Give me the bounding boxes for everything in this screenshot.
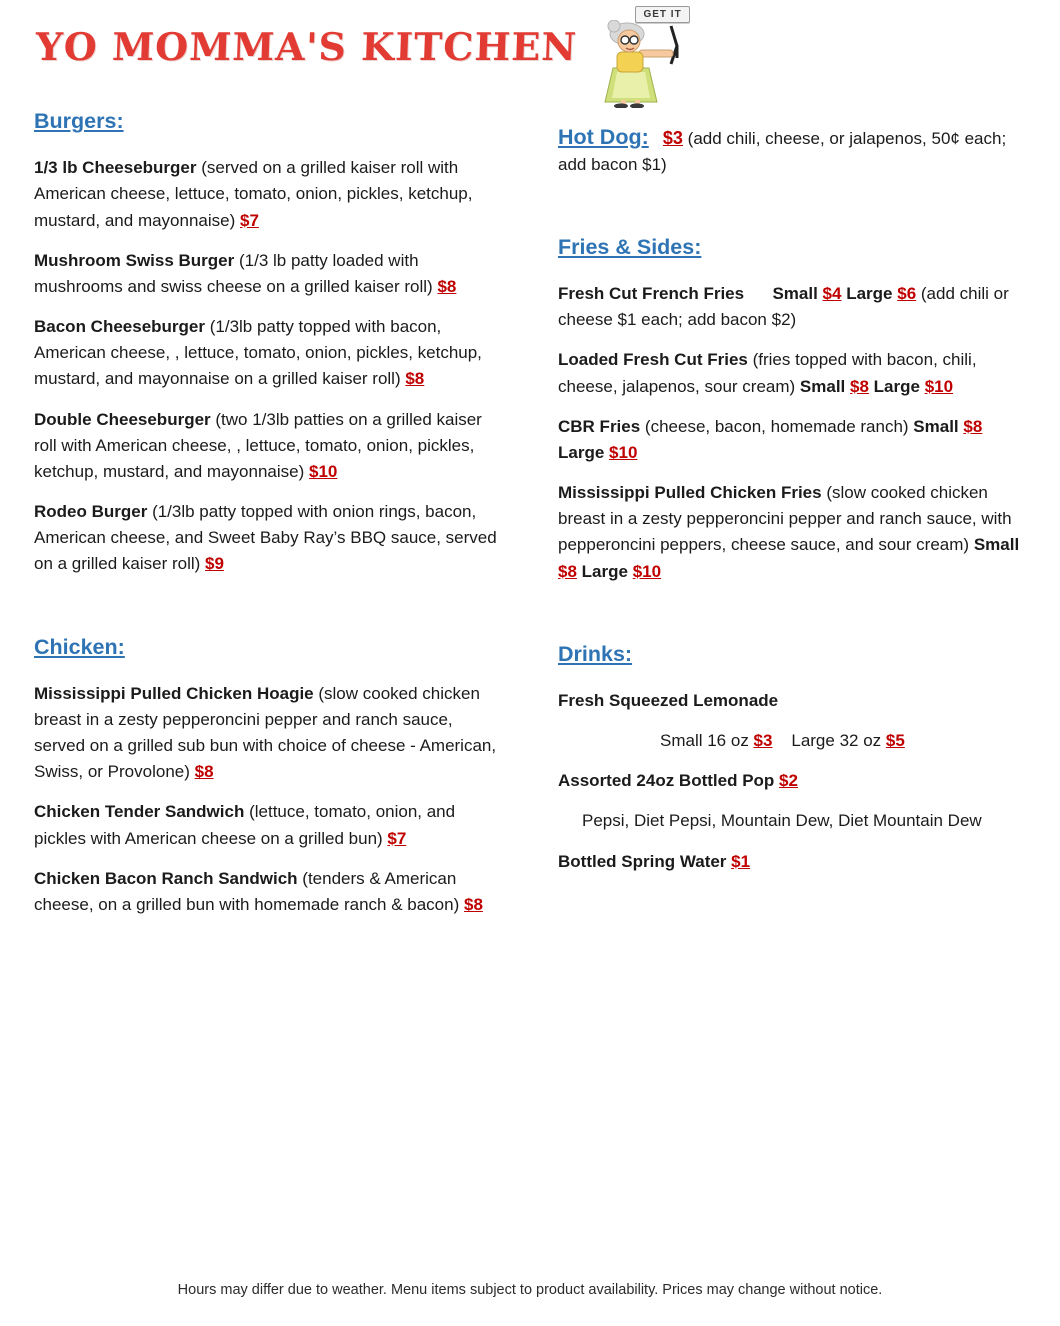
- section-heading-line: [34, 632, 502, 663]
- text-segment: Large: [873, 376, 925, 396]
- menu-item: [34, 155, 502, 234]
- text-segment: Bacon Cheeseburger: [34, 317, 210, 337]
- menu-column-right: [558, 106, 1026, 932]
- menu-content: [34, 106, 1026, 932]
- menu-column-left: [34, 106, 502, 932]
- price-value: $8: [405, 369, 425, 389]
- text-segment: (cheese, bacon, homemade ranch): [644, 416, 914, 436]
- price-value: $10: [924, 376, 954, 396]
- text-segment: Assorted 24oz Bottled Pop: [558, 771, 780, 791]
- text-segment: Bottled Spring Water: [558, 851, 732, 871]
- menu-item: [34, 314, 502, 393]
- text-segment: CBR Fries: [558, 416, 645, 436]
- price-value: $10: [308, 461, 338, 481]
- text-segment: Fresh Cut French Fries: [558, 283, 745, 303]
- text-segment: Mushroom Swiss Burger: [34, 250, 239, 270]
- section-heading-line: [34, 106, 502, 137]
- text-segment: (add chili or cheese $1 each; add bacon $2): [558, 283, 1014, 330]
- text-segment: (tenders & American cheese, on a grilled bun with homemade ranch & bacon): [34, 868, 464, 914]
- text-segment: 1/3 lb Cheeseburger: [34, 158, 202, 178]
- price-value: $8: [437, 276, 457, 296]
- menu-item: [34, 248, 502, 300]
- price-value: $8: [963, 416, 983, 436]
- text-segment: Pepsi, Diet Pepsi, Mountain Dew, Diet Mountain Dew: [582, 811, 982, 831]
- text-segment: Mississippi Pulled Chicken Fries: [558, 483, 827, 503]
- menu-item: [34, 866, 502, 918]
- text-segment: Small: [973, 535, 1024, 555]
- text-segment: Large: [581, 561, 633, 581]
- menu-item: [34, 799, 502, 851]
- section-heading-line: [558, 639, 1026, 670]
- text-segment: (1/3lb patty topped with onion rings, bacon, American cheese, and Sweet Baby Ray’s BBQ sauce, served on a grilled kaiser roll): [34, 502, 502, 574]
- text-segment: (two 1/3lb patties on a grilled kaiser roll with American cheese, , lettuce, tomato, onion, pickles, ketchup, mustard, and mayonnaise): [34, 409, 487, 481]
- text-segment: Fresh Squeezed Lemonade: [558, 690, 779, 710]
- price-value: $9: [205, 554, 224, 574]
- granny-cartoon-icon: [587, 20, 691, 108]
- section-heading-fries-sides: Fries & Sides:: [558, 234, 702, 259]
- text-segment: [649, 129, 663, 148]
- price-value: $7: [240, 210, 259, 230]
- price-value: $8: [558, 561, 577, 581]
- text-segment: Small: [799, 376, 850, 396]
- footer-note: Hours may differ due to weather. Menu items subject to product availability. Prices may change without notice.: [177, 1282, 883, 1298]
- section-heading-burgers: Burgers:: [34, 109, 124, 133]
- text-segment: Chicken Bacon Ranch Sandwich: [34, 868, 303, 888]
- text-segment: (slow cooked chicken breast in a zesty pepperoncini pepper and ranch sauce, with pepperoncini peppers, cheese sauce, and sour cream): [558, 483, 1017, 555]
- section-heading-drinks: Drinks:: [558, 641, 633, 666]
- text-segment: Large 32 oz: [772, 731, 886, 751]
- text-segment: Small: [913, 416, 964, 436]
- section-heading-hot-dog: Hot Dog:: [558, 125, 649, 149]
- text-segment: (fries topped with bacon, chili, cheese, jalapenos, sour cream): [558, 350, 982, 396]
- text-segment: Double Cheeseburger: [34, 409, 216, 429]
- price-value: $7: [387, 828, 407, 848]
- price-value: $3: [753, 731, 773, 751]
- menu-item: [558, 347, 1026, 399]
- menu-item: [558, 281, 1026, 333]
- menu-item: [558, 480, 1026, 585]
- logo-title: YO MOMMA'S KITCHEN: [34, 24, 578, 69]
- price-value: $8: [194, 762, 214, 782]
- get-it-badge: GET IT: [635, 6, 689, 23]
- menu-item: [558, 808, 1026, 834]
- menu-item: [34, 499, 502, 578]
- text-segment: [982, 417, 987, 436]
- menu-item: [558, 768, 1026, 794]
- text-segment: (1/3lb patty topped with bacon, American cheese, , lettuce, tomato, onion, pickles, ketchup, mustard, and mayonnaise on a grilled kaiser roll): [34, 317, 487, 389]
- text-segment: (served on a grilled kaiser roll with American cheese, lettuce, tomato, onion, pickles, ketchup, mustard, and mayonnaise): [34, 158, 478, 230]
- section-chicken: [34, 632, 502, 919]
- menu-item: [34, 407, 502, 486]
- text-segment: [744, 284, 772, 303]
- text-segment: Small 16 oz: [660, 731, 754, 751]
- price-value: $2: [779, 771, 798, 791]
- section-heading-chicken: Chicken:: [34, 634, 125, 659]
- price-value: $6: [897, 283, 917, 303]
- text-segment: Large: [846, 283, 898, 303]
- price-value: $8: [850, 376, 869, 396]
- menu-item: [558, 414, 1026, 466]
- price-value: $10: [632, 561, 662, 581]
- price-value: $1: [731, 851, 751, 871]
- text-segment: (lettuce, tomato, onion, and pickles with American cheese on a grilled bun): [34, 802, 460, 848]
- price-value: $8: [463, 894, 483, 914]
- text-segment: Small: [772, 283, 823, 303]
- text-segment: Rodeo Burger: [34, 502, 153, 522]
- section-drinks: [558, 639, 1026, 875]
- logo-cartoon: [583, 6, 699, 108]
- menu-item: [558, 688, 1026, 714]
- section-heading-line: [558, 232, 1026, 263]
- text-segment: (1/3 lb patty loaded with mushrooms and swiss cheese on a grilled kaiser roll): [34, 250, 438, 296]
- header: [36, 6, 699, 108]
- text-segment: (add chili, cheese, or jalapenos, 50¢ each; add bacon $1): [558, 129, 1011, 175]
- price-value: $5: [885, 731, 905, 751]
- menu-item: [34, 681, 502, 786]
- text-segment: Chicken Tender Sandwich: [34, 802, 250, 822]
- section-heading-line: [558, 122, 1026, 178]
- price-value: $3: [662, 128, 683, 148]
- text-segment: Large: [558, 442, 610, 462]
- menu-item: [558, 728, 1026, 754]
- section-fries-sides: [558, 232, 1026, 585]
- price-value: $10: [609, 442, 638, 462]
- section-burgers: [34, 106, 502, 578]
- text-segment: (slow cooked chicken breast in a zesty pepperoncini pepper and ranch sauce, served on a grilled sub bun with choice of cheese - American, Swiss, or Provolone): [34, 683, 501, 782]
- text-segment: Loaded Fresh Cut Fries: [558, 350, 753, 370]
- section-hot-dog: [558, 122, 1026, 178]
- text-segment: Mississippi Pulled Chicken Hoagie: [34, 683, 319, 703]
- menu-item: [558, 849, 1026, 875]
- price-value: $4: [822, 283, 842, 303]
